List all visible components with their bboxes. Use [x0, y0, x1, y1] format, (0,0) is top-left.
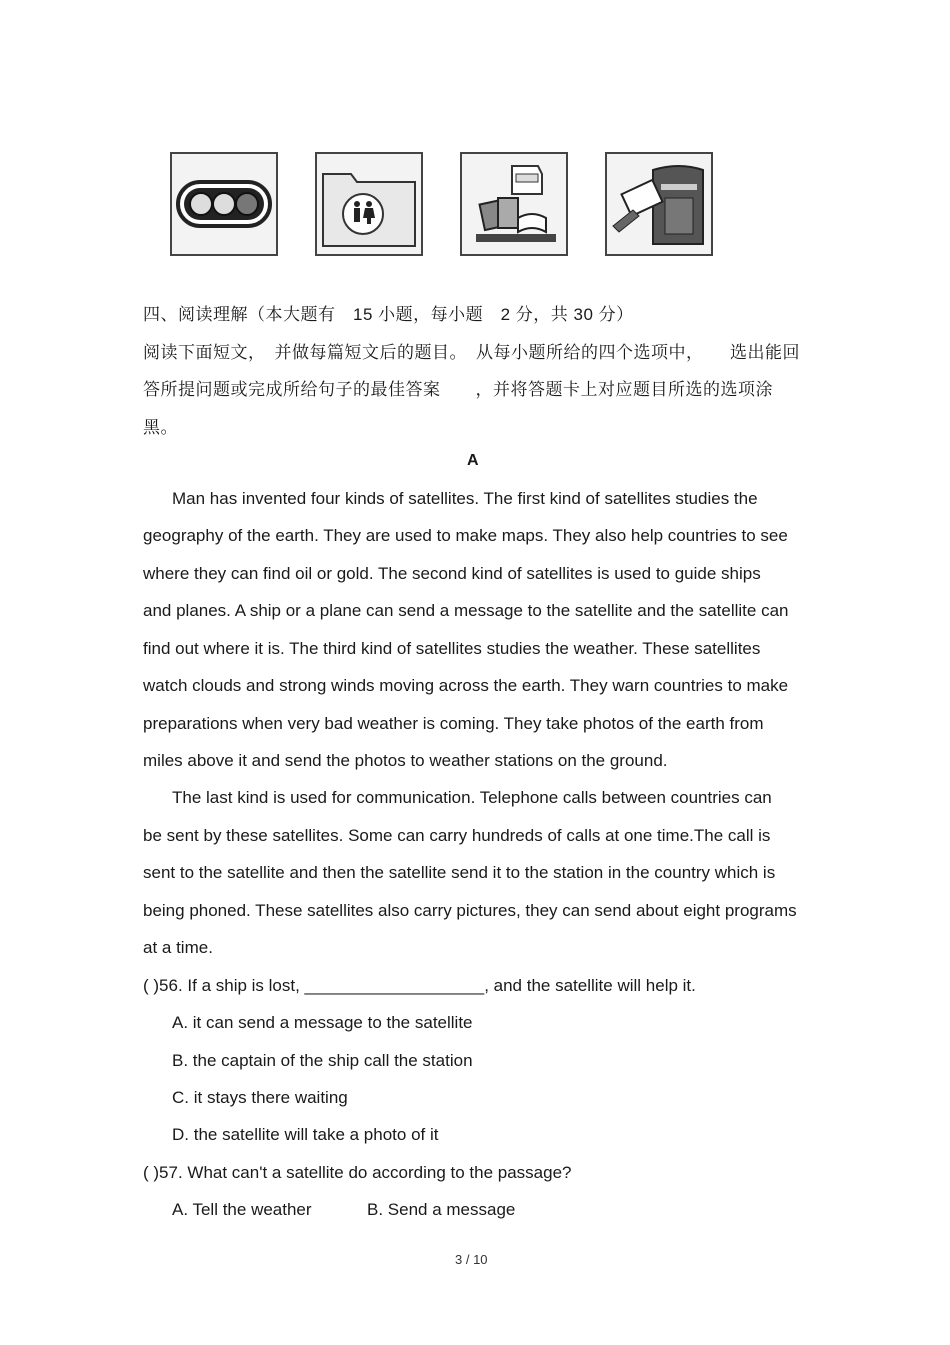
answer-option[interactable]: B. the captain of the ship call the station: [172, 1051, 473, 1070]
passage-line: at a time.: [143, 938, 213, 957]
passage-line: and planes. A ship or a plane can send a message to the satellite and the satellite can: [143, 601, 789, 620]
passage-line: The last kind is used for communication. Telephone calls between countries can: [172, 788, 772, 807]
answer-option[interactable]: A. it can send a message to the satellite: [172, 1013, 473, 1032]
section-heading: 四、阅读理解（本大题有 15 小题，每小题 2 分，共 30 分）: [143, 305, 634, 324]
restroom-picture: [315, 152, 423, 256]
question-stem: ( )57. What can't a satellite do according to the passage?: [143, 1163, 572, 1182]
instruction-line: 黑。: [143, 418, 178, 437]
traffic-light-icon: [172, 154, 276, 254]
traffic-light-picture: [170, 152, 278, 256]
instruction-line: 答所提问题或完成所给句子的最佳答案 ，并将答题卡上对应题目所选的选项涂: [143, 380, 773, 399]
passage-line: watch clouds and strong winds moving across the earth. They warn countries to make: [143, 676, 789, 695]
passage-line: preparations when very bad weather is coming. They take photos of the earth from: [143, 714, 764, 733]
passage-line: find out where it is. The third kind of satellites studies the weather. These satellites: [143, 639, 761, 658]
passage-title: A: [467, 452, 479, 469]
passage-line: where they can find oil or gold. The second kind of satellites is used to guide ships: [143, 564, 761, 583]
passage-line: miles above it and send the photos to weather stations on the ground.: [143, 751, 668, 770]
answer-option[interactable]: B. Send a message: [367, 1200, 516, 1219]
passage-line: geography of the earth. They are used to make maps. They also help countries to see: [143, 526, 788, 545]
bookstore-picture: [460, 152, 568, 256]
restroom-icon: [317, 154, 421, 254]
mailbox-picture: [605, 152, 713, 256]
books-open-sign-icon: [462, 154, 566, 254]
page-number: 3 / 10: [455, 1252, 488, 1267]
question-stem: ( )56. If a ship is lost, ___________________, and the satellite will help it.: [143, 976, 696, 995]
instruction-line: 阅读下面短文， 并做每篇短文后的题目。 从每小题所给的四个选项中， 选出能回: [143, 343, 800, 362]
passage-line: be sent by these satellites. Some can carry hundreds of calls at one time.The call is: [143, 826, 771, 845]
passage-line: being phoned. These satellites also carry pictures, they can send about eight programs: [143, 901, 797, 920]
passage-line: Man has invented four kinds of satellites. The first kind of satellites studies the: [172, 489, 758, 508]
picture-strip: [150, 126, 720, 276]
answer-option[interactable]: A. Tell the weather: [172, 1200, 312, 1219]
answer-option[interactable]: C. it stays there waiting: [172, 1088, 348, 1107]
mailbox-icon: [607, 154, 711, 254]
answer-option[interactable]: D. the satellite will take a photo of it: [172, 1125, 439, 1144]
passage-line: sent to the satellite and then the satellite send it to the station in the country which is: [143, 863, 776, 882]
